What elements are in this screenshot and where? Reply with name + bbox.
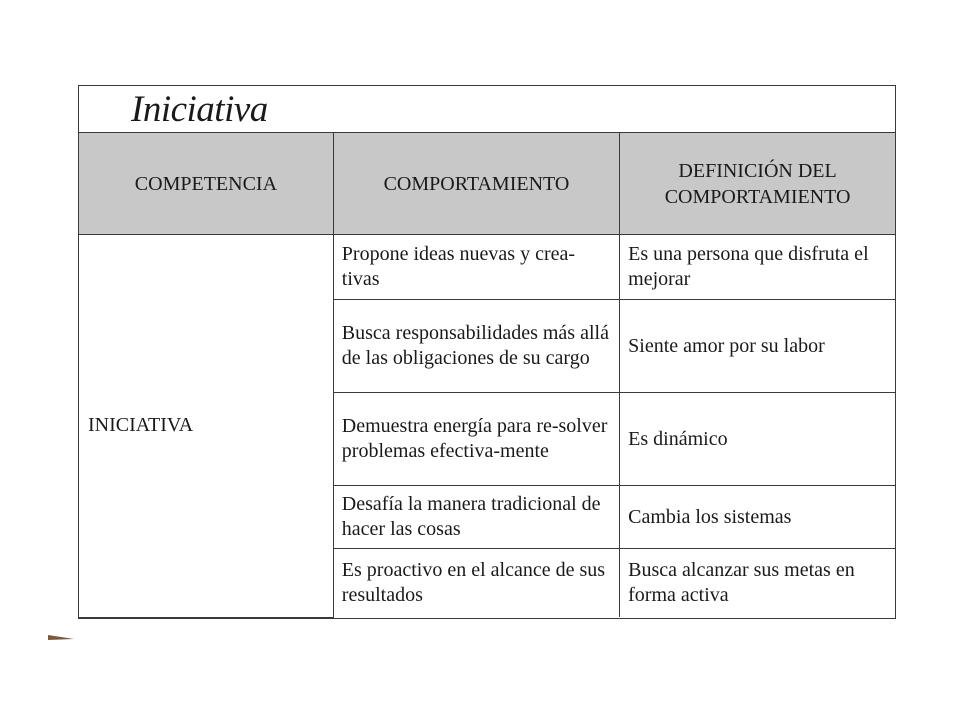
header-competencia: COMPETENCIA [79,133,333,235]
competency-table [79,133,895,618]
competencia-cell: INICIATIVA [79,235,333,618]
definicion-cell: Busca alcanzar sus metas en forma activa [620,549,895,618]
comportamiento-cell: Desafía la manera tradicional de hacer las cosas [333,486,619,549]
table-row [79,235,895,300]
header-row [79,133,895,235]
header-definicion: DEFINICIÓN DEL COMPORTAMIENTO [620,133,895,235]
corner-mark-decoration [48,634,74,640]
competency-table-frame [78,85,896,619]
header-comportamiento: COMPORTAMIENTO [333,133,619,235]
comportamiento-cell: Busca responsabilidades más allá de las obligaciones de su cargo [333,300,619,393]
table-title-bar [79,86,895,133]
definicion-cell: Es dinámico [620,393,895,486]
comportamiento-cell: Es proactivo en el alcance de sus resultados [333,549,619,618]
definicion-cell: Cambia los sistemas [620,486,895,549]
comportamiento-cell: Propone ideas nuevas y crea-tivas [333,235,619,300]
table-title: Iniciativa [131,89,268,130]
definicion-cell: Es una persona que disfruta el mejorar [620,235,895,300]
comportamiento-cell: Demuestra energía para re-solver problemas efectiva-mente [333,393,619,486]
definicion-cell: Siente amor por su labor [620,300,895,393]
